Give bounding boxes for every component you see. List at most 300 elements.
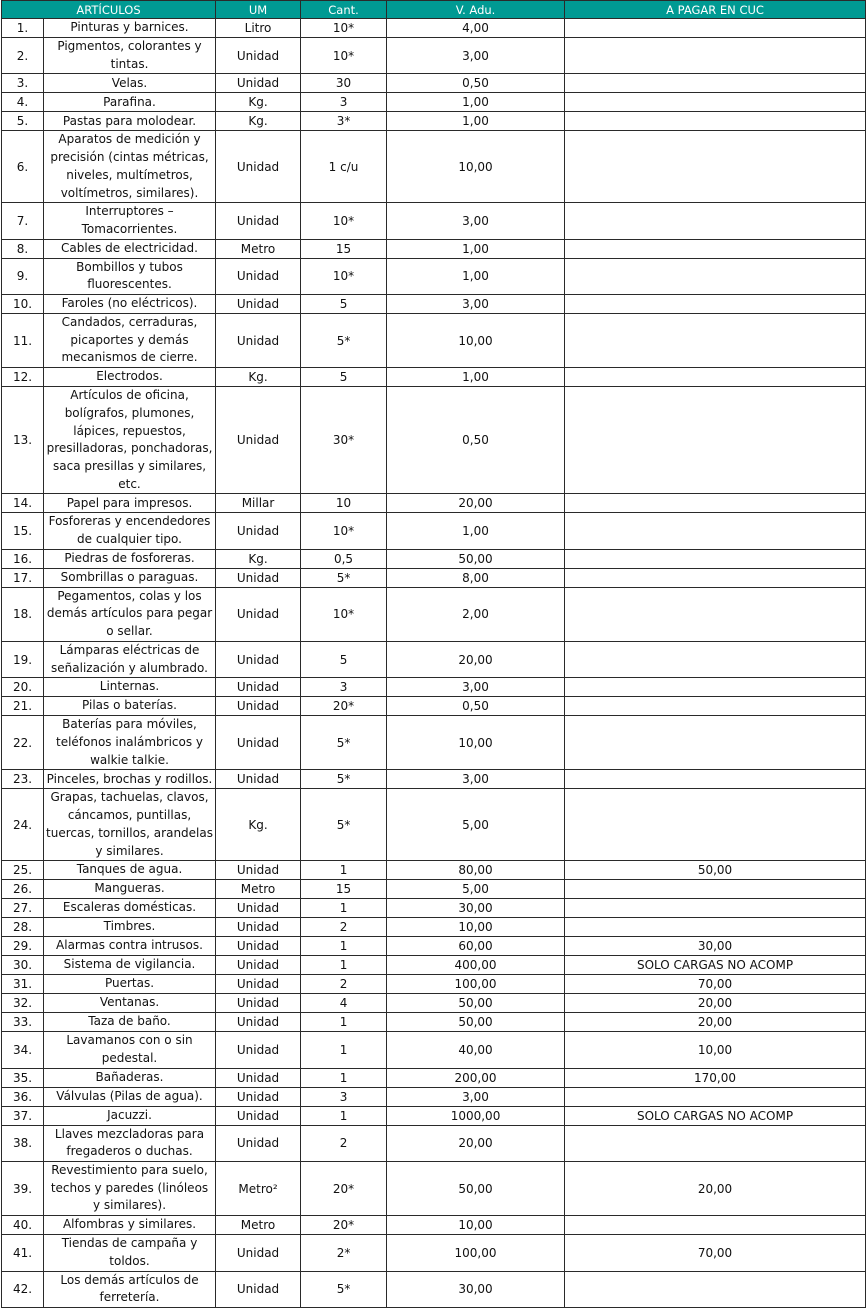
unit-cell: Unidad — [216, 1013, 301, 1032]
row-number: 34. — [2, 1032, 44, 1068]
value-cell: 60,00 — [387, 937, 565, 956]
value-cell: 2,00 — [387, 587, 565, 641]
quantity-cell: 1 c/u — [301, 131, 387, 203]
table-row — [2, 789, 866, 861]
value-cell: 0,50 — [387, 74, 565, 93]
table-row — [2, 1032, 866, 1068]
table-row — [2, 1216, 866, 1235]
value-cell: 10,00 — [387, 918, 565, 937]
value-cell: 30,00 — [387, 899, 565, 918]
article-name: Válvulas (Pilas de agua). — [44, 1087, 216, 1106]
quantity-cell: 2 — [301, 975, 387, 994]
pay-cuc-cell — [565, 1216, 866, 1235]
header-articulos: ARTÍCULOS — [2, 1, 216, 19]
article-name: Sistema de vigilancia. — [44, 956, 216, 975]
row-number: 9. — [2, 258, 44, 294]
article-name: Pegamentos, colas y los demás artículos para pegar o sellar. — [44, 587, 216, 641]
pay-cuc-cell: SOLO CARGAS NO ACOMP — [565, 1106, 866, 1125]
quantity-cell: 10 — [301, 494, 387, 513]
table-row — [2, 1068, 866, 1087]
article-name: Piedras de fosforeras. — [44, 549, 216, 568]
value-cell: 0,50 — [387, 387, 565, 494]
unit-cell: Metro — [216, 239, 301, 258]
unit-cell: Unidad — [216, 770, 301, 789]
value-cell: 1,00 — [387, 112, 565, 131]
unit-cell: Unidad — [216, 1125, 301, 1161]
pay-cuc-cell — [565, 131, 866, 203]
quantity-cell: 2 — [301, 918, 387, 937]
value-cell: 1000,00 — [387, 1106, 565, 1125]
article-name: Linternas. — [44, 678, 216, 697]
quantity-cell: 1 — [301, 1068, 387, 1087]
pay-cuc-cell — [565, 1087, 866, 1106]
table-row — [2, 994, 866, 1013]
unit-cell: Unidad — [216, 587, 301, 641]
quantity-cell: 3 — [301, 678, 387, 697]
unit-cell: Unidad — [216, 1106, 301, 1125]
table-row — [2, 861, 866, 880]
quantity-cell: 20* — [301, 1162, 387, 1216]
unit-cell: Unidad — [216, 994, 301, 1013]
table-row — [2, 937, 866, 956]
unit-cell: Unidad — [216, 513, 301, 549]
quantity-cell: 10* — [301, 513, 387, 549]
quantity-cell: 5* — [301, 1271, 387, 1307]
value-cell: 50,00 — [387, 994, 565, 1013]
article-name: Lámparas eléctricas de señalización y alumbrado. — [44, 641, 216, 677]
pay-cuc-cell — [565, 770, 866, 789]
pay-cuc-cell — [565, 239, 866, 258]
table-row — [2, 387, 866, 494]
row-number: 23. — [2, 770, 44, 789]
quantity-cell: 5 — [301, 368, 387, 387]
row-number: 21. — [2, 697, 44, 716]
unit-cell: Kg. — [216, 368, 301, 387]
article-name: Llaves mezcladoras para fregaderos o duchas. — [44, 1125, 216, 1161]
table-row — [2, 258, 866, 294]
row-number: 6. — [2, 131, 44, 203]
quantity-cell: 5 — [301, 295, 387, 314]
unit-cell: Unidad — [216, 38, 301, 74]
unit-cell: Unidad — [216, 568, 301, 587]
value-cell: 50,00 — [387, 1162, 565, 1216]
row-number: 18. — [2, 587, 44, 641]
quantity-cell: 30 — [301, 74, 387, 93]
value-cell: 10,00 — [387, 314, 565, 368]
unit-cell: Unidad — [216, 1235, 301, 1271]
article-name: Papel para impresos. — [44, 494, 216, 513]
table-row — [2, 716, 866, 770]
table-row — [2, 93, 866, 112]
row-number: 14. — [2, 494, 44, 513]
row-number: 36. — [2, 1087, 44, 1106]
article-name: Alfombras y similares. — [44, 1216, 216, 1235]
pay-cuc-cell — [565, 918, 866, 937]
pay-cuc-cell: 50,00 — [565, 861, 866, 880]
quantity-cell: 10* — [301, 258, 387, 294]
article-name: Timbres. — [44, 918, 216, 937]
table-row — [2, 568, 866, 587]
table-row — [2, 975, 866, 994]
article-name: Sombrillas o paraguas. — [44, 568, 216, 587]
row-number: 32. — [2, 994, 44, 1013]
pay-cuc-cell — [565, 697, 866, 716]
value-cell: 3,00 — [387, 38, 565, 74]
row-number: 28. — [2, 918, 44, 937]
article-name: Tiendas de campaña y toldos. — [44, 1235, 216, 1271]
row-number: 27. — [2, 899, 44, 918]
table-row — [2, 1235, 866, 1271]
table-row — [2, 295, 866, 314]
pay-cuc-cell — [565, 93, 866, 112]
pay-cuc-cell — [565, 387, 866, 494]
table-row — [2, 38, 866, 74]
value-cell: 1,00 — [387, 258, 565, 294]
table-row — [2, 112, 866, 131]
unit-cell: Kg. — [216, 93, 301, 112]
article-name: Candados, cerraduras, picaportes y demás mecanismos de cierre. — [44, 314, 216, 368]
article-name: Fosforeras y encendedores de cualquier tipo. — [44, 513, 216, 549]
row-number: 7. — [2, 203, 44, 239]
value-cell: 40,00 — [387, 1032, 565, 1068]
unit-cell: Unidad — [216, 641, 301, 677]
quantity-cell: 1 — [301, 899, 387, 918]
unit-cell: Metro² — [216, 1162, 301, 1216]
pay-cuc-cell: 70,00 — [565, 975, 866, 994]
value-cell: 3,00 — [387, 295, 565, 314]
quantity-cell: 2 — [301, 1125, 387, 1161]
quantity-cell: 2* — [301, 1235, 387, 1271]
row-number: 25. — [2, 861, 44, 880]
pay-cuc-cell: 20,00 — [565, 1013, 866, 1032]
value-cell: 30,00 — [387, 1271, 565, 1307]
articles-table — [1, 0, 866, 1308]
article-name: Velas. — [44, 74, 216, 93]
table-row — [2, 587, 866, 641]
pay-cuc-cell — [565, 19, 866, 38]
quantity-cell: 15 — [301, 239, 387, 258]
row-number: 38. — [2, 1125, 44, 1161]
pay-cuc-cell — [565, 1271, 866, 1307]
article-name: Cables de electricidad. — [44, 239, 216, 258]
header-um: UM — [216, 1, 301, 19]
unit-cell: Millar — [216, 494, 301, 513]
quantity-cell: 1 — [301, 1106, 387, 1125]
pay-cuc-cell — [565, 38, 866, 74]
pay-cuc-cell — [565, 789, 866, 861]
value-cell: 400,00 — [387, 956, 565, 975]
article-name: Bombillos y tubos fluorescentes. — [44, 258, 216, 294]
pay-cuc-cell — [565, 549, 866, 568]
unit-cell: Metro — [216, 1216, 301, 1235]
table-row — [2, 956, 866, 975]
value-cell: 3,00 — [387, 1087, 565, 1106]
quantity-cell: 5 — [301, 641, 387, 677]
table-row — [2, 918, 866, 937]
value-cell: 1,00 — [387, 93, 565, 112]
row-number: 11. — [2, 314, 44, 368]
row-number: 1. — [2, 19, 44, 38]
unit-cell: Unidad — [216, 861, 301, 880]
quantity-cell: 5* — [301, 314, 387, 368]
value-cell: 4,00 — [387, 19, 565, 38]
quantity-cell: 1 — [301, 861, 387, 880]
row-number: 30. — [2, 956, 44, 975]
unit-cell: Unidad — [216, 1271, 301, 1307]
article-name: Pilas o baterías. — [44, 697, 216, 716]
quantity-cell: 10* — [301, 38, 387, 74]
article-name: Pinturas y barnices. — [44, 19, 216, 38]
quantity-cell: 1 — [301, 937, 387, 956]
header-v-adu: V. Adu. — [387, 1, 565, 19]
pay-cuc-cell — [565, 112, 866, 131]
value-cell: 3,00 — [387, 203, 565, 239]
pay-cuc-cell — [565, 295, 866, 314]
row-number: 26. — [2, 880, 44, 899]
quantity-cell: 3* — [301, 112, 387, 131]
table-row — [2, 1162, 866, 1216]
value-cell: 1,00 — [387, 239, 565, 258]
value-cell: 1,00 — [387, 368, 565, 387]
value-cell: 20,00 — [387, 494, 565, 513]
table-row — [2, 549, 866, 568]
table-row — [2, 1106, 866, 1125]
row-number: 40. — [2, 1216, 44, 1235]
pay-cuc-cell — [565, 74, 866, 93]
row-number: 19. — [2, 641, 44, 677]
quantity-cell: 1 — [301, 1013, 387, 1032]
quantity-cell: 0,5 — [301, 549, 387, 568]
quantity-cell: 10* — [301, 587, 387, 641]
unit-cell: Unidad — [216, 918, 301, 937]
unit-cell: Unidad — [216, 387, 301, 494]
row-number: 22. — [2, 716, 44, 770]
row-number: 41. — [2, 1235, 44, 1271]
pay-cuc-cell — [565, 314, 866, 368]
unit-cell: Unidad — [216, 258, 301, 294]
value-cell: 100,00 — [387, 1235, 565, 1271]
article-name: Electrodos. — [44, 368, 216, 387]
table-row — [2, 697, 866, 716]
article-name: Jacuzzi. — [44, 1106, 216, 1125]
table-row — [2, 131, 866, 203]
row-number: 39. — [2, 1162, 44, 1216]
table-row — [2, 641, 866, 677]
value-cell: 100,00 — [387, 975, 565, 994]
value-cell: 200,00 — [387, 1068, 565, 1087]
table-row — [2, 770, 866, 789]
row-number: 13. — [2, 387, 44, 494]
table-row — [2, 74, 866, 93]
pay-cuc-cell — [565, 368, 866, 387]
unit-cell: Unidad — [216, 899, 301, 918]
pay-cuc-cell — [565, 494, 866, 513]
value-cell: 5,00 — [387, 789, 565, 861]
row-number: 29. — [2, 937, 44, 956]
quantity-cell: 5* — [301, 770, 387, 789]
value-cell: 3,00 — [387, 678, 565, 697]
row-number: 15. — [2, 513, 44, 549]
table-row — [2, 19, 866, 38]
table-row — [2, 678, 866, 697]
table-row — [2, 314, 866, 368]
header-a-pagar: A PAGAR EN CUC — [565, 1, 866, 19]
row-number: 33. — [2, 1013, 44, 1032]
value-cell: 8,00 — [387, 568, 565, 587]
pay-cuc-cell — [565, 258, 866, 294]
row-number: 3. — [2, 74, 44, 93]
quantity-cell: 4 — [301, 994, 387, 1013]
value-cell: 3,00 — [387, 770, 565, 789]
quantity-cell: 10* — [301, 19, 387, 38]
pay-cuc-cell — [565, 513, 866, 549]
value-cell: 50,00 — [387, 549, 565, 568]
quantity-cell: 1 — [301, 956, 387, 975]
article-name: Pigmentos, colorantes y tintas. — [44, 38, 216, 74]
article-name: Tanques de agua. — [44, 861, 216, 880]
unit-cell: Unidad — [216, 1068, 301, 1087]
row-number: 10. — [2, 295, 44, 314]
table-row — [2, 1087, 866, 1106]
unit-cell: Unidad — [216, 937, 301, 956]
article-name: Parafina. — [44, 93, 216, 112]
pay-cuc-cell — [565, 880, 866, 899]
unit-cell: Unidad — [216, 975, 301, 994]
value-cell: 80,00 — [387, 861, 565, 880]
quantity-cell: 3 — [301, 93, 387, 112]
row-number: 16. — [2, 549, 44, 568]
value-cell: 10,00 — [387, 131, 565, 203]
article-name: Alarmas contra intrusos. — [44, 937, 216, 956]
row-number: 20. — [2, 678, 44, 697]
row-number: 42. — [2, 1271, 44, 1307]
table-row — [2, 203, 866, 239]
article-name: Pastas para molodear. — [44, 112, 216, 131]
pay-cuc-cell — [565, 587, 866, 641]
unit-cell: Unidad — [216, 678, 301, 697]
row-number: 12. — [2, 368, 44, 387]
pay-cuc-cell — [565, 678, 866, 697]
quantity-cell: 5* — [301, 789, 387, 861]
row-number: 5. — [2, 112, 44, 131]
value-cell: 10,00 — [387, 1216, 565, 1235]
pay-cuc-cell: 30,00 — [565, 937, 866, 956]
pay-cuc-cell: 20,00 — [565, 1162, 866, 1216]
article-name: Bañaderas. — [44, 1068, 216, 1087]
pay-cuc-cell — [565, 1125, 866, 1161]
article-name: Mangueras. — [44, 880, 216, 899]
header-row — [2, 1, 866, 19]
table-row — [2, 899, 866, 918]
article-name: Los demás artículos de ferretería. — [44, 1271, 216, 1307]
table-row — [2, 239, 866, 258]
row-number: 2. — [2, 38, 44, 74]
quantity-cell: 1 — [301, 1032, 387, 1068]
article-name: Faroles (no eléctricos). — [44, 295, 216, 314]
value-cell: 20,00 — [387, 641, 565, 677]
unit-cell: Unidad — [216, 697, 301, 716]
header-cant: Cant. — [301, 1, 387, 19]
article-name: Baterías para móviles, teléfonos inalámbricos y walkie talkie. — [44, 716, 216, 770]
article-name: Lavamanos con o sin pedestal. — [44, 1032, 216, 1068]
article-name: Ventanas. — [44, 994, 216, 1013]
unit-cell: Unidad — [216, 295, 301, 314]
quantity-cell: 30* — [301, 387, 387, 494]
table-row — [2, 880, 866, 899]
row-number: 35. — [2, 1068, 44, 1087]
value-cell: 0,50 — [387, 697, 565, 716]
table-row — [2, 494, 866, 513]
unit-cell: Unidad — [216, 74, 301, 93]
pay-cuc-cell — [565, 716, 866, 770]
value-cell: 1,00 — [387, 513, 565, 549]
unit-cell: Unidad — [216, 1032, 301, 1068]
pay-cuc-cell — [565, 568, 866, 587]
table-row — [2, 1013, 866, 1032]
unit-cell: Litro — [216, 19, 301, 38]
article-name: Pinceles, brochas y rodillos. — [44, 770, 216, 789]
unit-cell: Kg. — [216, 549, 301, 568]
article-name: Interruptores – Tomacorrientes. — [44, 203, 216, 239]
quantity-cell: 20* — [301, 1216, 387, 1235]
table-row — [2, 1125, 866, 1161]
unit-cell: Kg. — [216, 789, 301, 861]
article-name: Escaleras domésticas. — [44, 899, 216, 918]
pay-cuc-cell: 170,00 — [565, 1068, 866, 1087]
value-cell: 5,00 — [387, 880, 565, 899]
article-name: Artículos de oficina, bolígrafos, plumones, lápices, repuestos, presilladoras, ponchadoras, saca presillas y similares, etc. — [44, 387, 216, 494]
value-cell: 20,00 — [387, 1125, 565, 1161]
pay-cuc-cell: 10,00 — [565, 1032, 866, 1068]
article-name: Taza de baño. — [44, 1013, 216, 1032]
row-number: 37. — [2, 1106, 44, 1125]
unit-cell: Unidad — [216, 716, 301, 770]
row-number: 17. — [2, 568, 44, 587]
quantity-cell: 5* — [301, 716, 387, 770]
article-name: Puertas. — [44, 975, 216, 994]
row-number: 31. — [2, 975, 44, 994]
pay-cuc-cell: SOLO CARGAS NO ACOMP — [565, 956, 866, 975]
pay-cuc-cell: 70,00 — [565, 1235, 866, 1271]
pay-cuc-cell: 20,00 — [565, 994, 866, 1013]
pay-cuc-cell — [565, 641, 866, 677]
row-number: 24. — [2, 789, 44, 861]
quantity-cell: 15 — [301, 880, 387, 899]
pay-cuc-cell — [565, 203, 866, 239]
pay-cuc-cell — [565, 899, 866, 918]
table-row — [2, 513, 866, 549]
value-cell: 50,00 — [387, 1013, 565, 1032]
unit-cell: Unidad — [216, 203, 301, 239]
table-row — [2, 1271, 866, 1307]
unit-cell: Kg. — [216, 112, 301, 131]
article-name: Aparatos de medición y precisión (cintas métricas, niveles, multímetros, voltímetros, similares). — [44, 131, 216, 203]
unit-cell: Unidad — [216, 131, 301, 203]
quantity-cell: 5* — [301, 568, 387, 587]
value-cell: 10,00 — [387, 716, 565, 770]
unit-cell: Unidad — [216, 956, 301, 975]
table-row — [2, 368, 866, 387]
unit-cell: Metro — [216, 880, 301, 899]
unit-cell: Unidad — [216, 1087, 301, 1106]
quantity-cell: 3 — [301, 1087, 387, 1106]
quantity-cell: 20* — [301, 697, 387, 716]
unit-cell: Unidad — [216, 314, 301, 368]
article-name: Revestimiento para suelo, techos y paredes (linóleos y similares). — [44, 1162, 216, 1216]
quantity-cell: 10* — [301, 203, 387, 239]
row-number: 8. — [2, 239, 44, 258]
row-number: 4. — [2, 93, 44, 112]
